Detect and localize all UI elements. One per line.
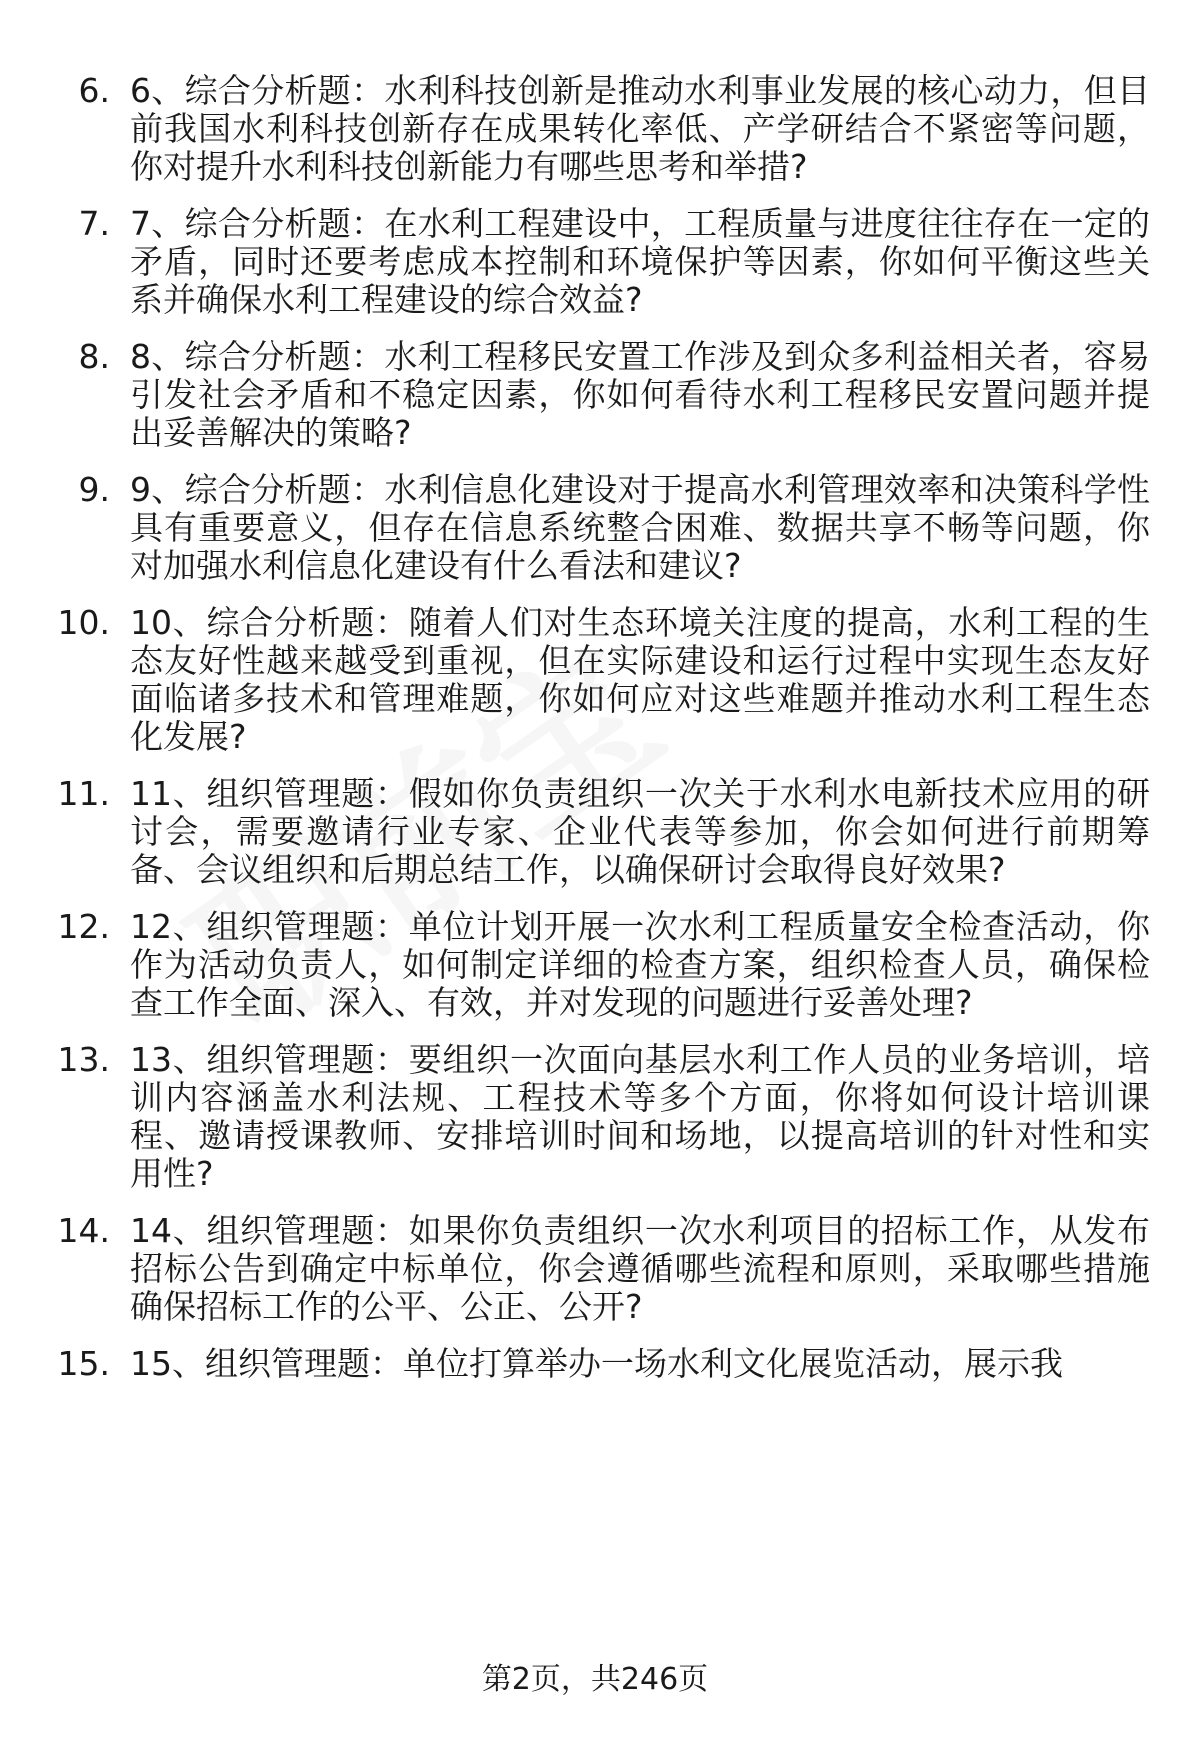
question-text: 11、组织管理题：假如你负责组织一次关于水利水电新技术应用的研讨会，需要邀请行业专家、企业代表等参加，你会如何进行前期筹备、会议组织和后期总结工作，以确保研讨会取得良好效果? (130, 774, 1150, 889)
question-number: 12. (57, 907, 110, 946)
question-text: 12、组织管理题：单位计划开展一次水利工程质量安全检查活动，你作为活动负责人，如何制定详细的检查方案，组织检查人员，确保检查工作全面、深入、有效，并对发现的问题进行妥善处理? (130, 907, 1150, 1022)
question-number: 11. (57, 774, 110, 813)
question-number: 14. (57, 1211, 110, 1250)
question-number: 10. (57, 603, 110, 642)
question-text: 6、综合分析题：水利科技创新是推动水利事业发展的核心动力，但目前我国水利科技创新存在成果转化率低、产学研结合不紧密等问题，你对提升水利科技创新能力有哪些思考和举措? (130, 71, 1150, 186)
page-number-footer: 第2页，共246页 (481, 1662, 709, 1697)
question-item (0, 205, 1190, 319)
question-text: 7、综合分析题：在水利工程建设中，工程质量与进度往往存在一定的矛盾，同时还要考虑成本控制和环境保护等因素，你如何平衡这些关系并确保水利工程建设的综合效益? (130, 204, 1150, 319)
question-item (0, 604, 1190, 756)
question-item (0, 471, 1190, 585)
question-text: 9、综合分析题：水利信息化建设对于提高水利管理效率和决策科学性具有重要意义，但存在信息系统整合困难、数据共享不畅等问题，你对加强水利信息化建设有什么看法和建议? (130, 470, 1150, 585)
question-item (0, 775, 1190, 889)
question-number: 6. (78, 71, 110, 110)
question-item (0, 72, 1190, 186)
question-item (0, 1345, 1190, 1383)
question-item (0, 1041, 1190, 1193)
question-text: 10、综合分析题：随着人们对生态环境关注度的提高，水利工程的生态友好性越来越受到重视，但在实际建设和运行过程中实现生态友好面临诸多技术和管理难题，你如何应对这些难题并推动水利工程生态化发展? (130, 603, 1150, 756)
question-item (0, 908, 1190, 1022)
question-item (0, 1212, 1190, 1326)
question-text: 14、组织管理题：如果你负责组织一次水利项目的招标工作，从发布招标公告到确定中标单位，你会遵循哪些流程和原则，采取哪些措施确保招标工作的公平、公正、公开? (130, 1211, 1150, 1326)
question-item (0, 338, 1190, 452)
question-number: 7. (78, 204, 110, 243)
question-text: 15、组织管理题：单位打算举办一场水利文化展览活动，展示我 (130, 1344, 1063, 1383)
question-number: 15. (57, 1344, 110, 1383)
question-text: 8、综合分析题：水利工程移民安置工作涉及到众多利益相关者，容易引发社会矛盾和不稳定因素，你如何看待水利工程移民安置问题并提出妥善解决的策略? (130, 337, 1150, 452)
question-number: 13. (57, 1040, 110, 1079)
question-number: 8. (78, 337, 110, 376)
question-text: 13、组织管理题：要组织一次面向基层水利工作人员的业务培训，培训内容涵盖水利法规、工程技术等多个方面，你将如何设计培训课程、邀请授课教师、安排培训时间和场地，以提高培训的针对性和实用性? (130, 1040, 1150, 1193)
question-number: 9. (78, 470, 110, 509)
question-list (0, 72, 1190, 1402)
